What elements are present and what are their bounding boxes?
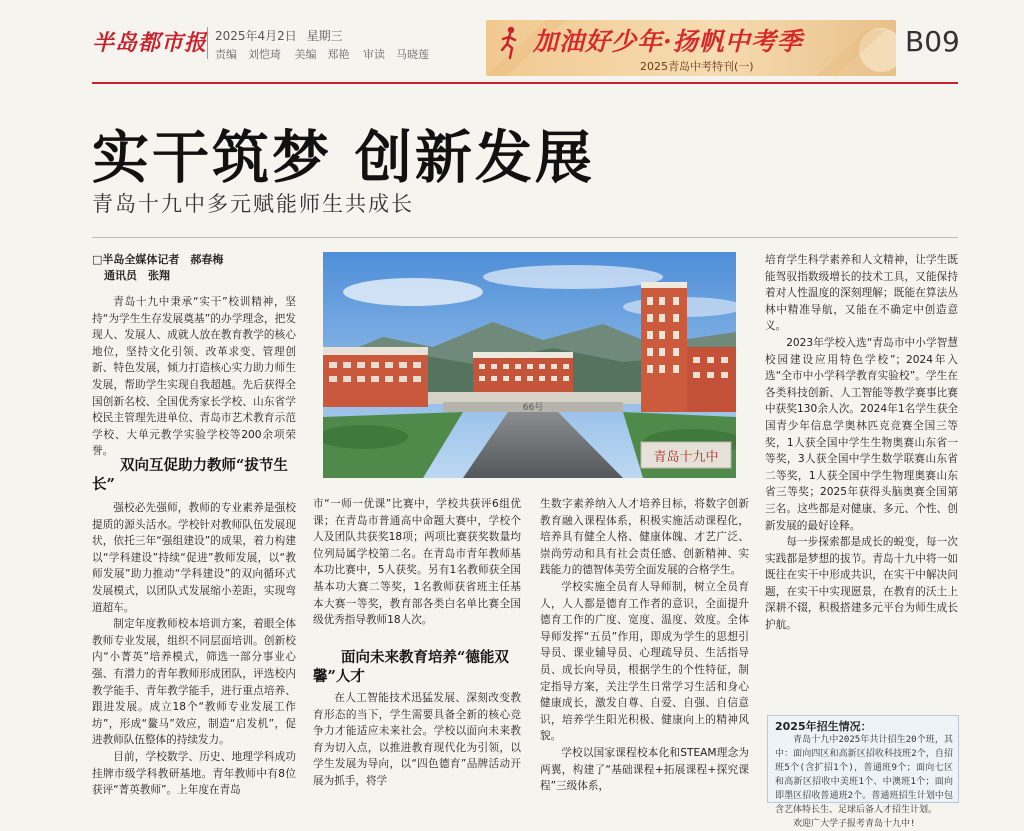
column-4 [765,252,958,634]
paragraph: 强校必先强师，教师的专业素养是强校提质的源头活水。学校针对教师队伍发展现状，依托三年“强组建设”的成果，着力构建以“学科建设”持续“促进”教师发展，以“教师发展”助力推动“学科建设”的双向循环式发展模式，以团队式发展缩小差距，实现弯道超车。 [92,502,296,614]
column-2-top [313,496,521,629]
paragraph: 学校以国家课程校本化和STEAM理念为两翼，构建了“基础课程+拓展课程+探究课程”三级体系， [540,746,749,793]
column-3 [540,496,749,795]
enrollment-welcome: 欢迎广大学子报考青岛十九中! [793,819,916,829]
paragraph: 制定年度教师校本培训方案，着眼全体教师专业发展，组织不同层面培训。创新校内“小菁英”培养模式，筛选一部分事业心强、有潜力的青年教师形成团队，评选校内教学能手、青年教学能手，进行重点培养、跟进发展。成立18个“教师专业发展工作坊”，形成“鳌马”效应，制造“启发机”，促进教师队伍整体的持续发力。 [92,618,296,747]
enrollment-info-body [775,733,953,831]
paragraph: 学校实施全员育人导师制，树立全员育人，人人都是德育工作者的意识，全面提升德育工作的广度、宽度、温度、效度。全体导师发挥“五员”作用，即成为学生的思想引导员、课业辅导员、心理疏导员、生活指导员、成长向导员，根据学生的个性特征，制定指导方案，关注学生日常学习生活和身心健康成长，激发自尊、自爱、自强、自信意识，培养学生阳光积极、健康向上的精神风貌。 [540,580,749,743]
paragraph: 培育学生科学素养和人文精神，让学生既能驾驭指数级增长的技术工具，又能保持着对人性温度的深刻理解；既能在算法丛林中精准导航，又能在不确定中创造意义。 [765,254,958,333]
banner-title: 加油好少年·扬帆中考季 [533,27,803,56]
enrollment-info-title: 2025年招生情况： [775,720,872,733]
credit-designer: 美编 郑艳 [294,48,350,61]
subheading-teacher-growth [92,456,296,494]
column-2-bottom [313,690,521,790]
masthead-logo: 半岛都市报 [92,30,208,56]
paragraph: 青岛十九中秉承“实干”校训精神，坚持“为学生生存发展奠基”的办学理念，把发现人、发展人、成就人放在教育教学的核心地位，坚持文化引领、改革求变、管理创新、特色发展，倾力打造核心实力助力师生发展，帮助学生实现自我超越。先后获得全国创新名校、全国优秀家长学校、山东省学校民主管理先进单位、青岛市艺术教育示范学校、大单元教学实验学校等200余项荣誉。 [92,296,296,458]
page-number: B09 [905,25,960,58]
column-1-top [92,294,296,460]
column-1-bottom [92,500,296,799]
byline [92,252,223,284]
subheading-future-education [313,648,521,686]
paragraph: 2023年学校入选“青岛市中小学智慧校园建设应用特色学校”；2024年入选“全市中小学科学教育实验校”。学生在各类科技创新、人工智能等教学赛事比赛中获奖130余人次。2024年1名学生获全国青少年信息学奥林匹克竞赛全国三等奖，1人获全国中学生生物奥赛山东省一等奖，3人获全国中学生数学联赛山东省二等奖，1人获全国中学生物理奥赛山东省三等奖；2025年获得头脑奥赛全国第三名。这些都是对健康、多元、个性、创新发展的最好诠释。 [765,336,958,532]
banner-subtitle: 2025青岛中考特刊(一) [640,60,754,73]
school-campus-photo [323,252,736,478]
masthead-divider [207,27,208,59]
paragraph: 在人工智能技术迅猛发展、深刻改变教育形态的当下，学生需要具备全新的核心竞争力才能适应未来社会。学校以面向未来教育为切入点，以推进教育现代化为引领，以学生发展为导向，以“四色德育”品牌活动开展为抓手，将学 [313,692,521,787]
article-title: 实干筑梦 创新发展 [92,124,595,191]
paragraph: 目前，学校数学、历史、地理学科成功挂牌市级学科教研基地。青年教师中有8位获评“菁英教师”。上年度在青岛 [92,750,296,797]
enrollment-details: 青岛十九中2025年共计招生20个班，其中：面向四区和高新区招收科技班2个，自招班5个(含扩招1个)，普通班9个；面向七区和高新区招收中美班1个、中澳班1个；面向即墨区招收普通班2个。普通班招生计划中包含艺体特长生、足球后备人才招生计划。 [775,735,953,815]
school-sign: 青岛十九中 [653,450,719,465]
title-rule [92,237,958,238]
issue-date [215,27,343,44]
paragraph: 每一步探索都是成长的蜕变，每一次实践都是梦想的拔节。青岛十九中将一如既往在实干中形成共识，在实干中解决问题，在实干中实现愿景，在教育的沃土上深耕不辍，积极搭建多元平台为师生成长护航。 [765,536,958,632]
article-subtitle: 青岛十九中多元赋能师生共成长 [92,192,414,216]
credit-reviewer: 审读 马晓莲 [363,48,429,61]
subheading-text: 面向未来教育培养“德能双馨”人才 [313,649,509,685]
date-text: 2025年4月2日 [215,29,297,43]
runner-icon [500,26,518,60]
byline-correspondent: 通讯员 张翔 [104,269,170,282]
header-rule [92,82,958,84]
editor-credits [215,46,439,62]
campus-illustration [323,252,736,478]
gate-number: 66号 [522,403,544,413]
weekday-text: 星期三 [306,29,343,43]
credit-editor: 责编 刘恺琦 [215,48,281,61]
paragraph: 生数字素养纳入人才培养目标，将数字创新教育融入课程体系，积极实施活动课程化，培养具有健全人格、健康体魄、才艺广泛、崇尚劳动和具有社会责任感、创新精神、实践能力的德智体美劳全面发展的合格学生。 [540,498,749,577]
paragraph: 市“一师一优课”比赛中，学校共获评6组优课；在青岛市普通高中命题大赛中，学校个人及团队共获奖18项；两项比赛获奖数量均位列局属学校第二名。在青岛市青年教师基本功比赛中，5人获奖。另有1名教师获全国基本功大赛二等奖，1名教师获省班主任基本大赛一等奖，教育部各类白名单比赛全国级优秀指导教师18人次。 [313,498,521,627]
subheading-text: 双向互促助力教师“拔节生长” [92,457,288,493]
byline-reporter: □半岛全媒体记者 郝春梅 [92,253,224,266]
